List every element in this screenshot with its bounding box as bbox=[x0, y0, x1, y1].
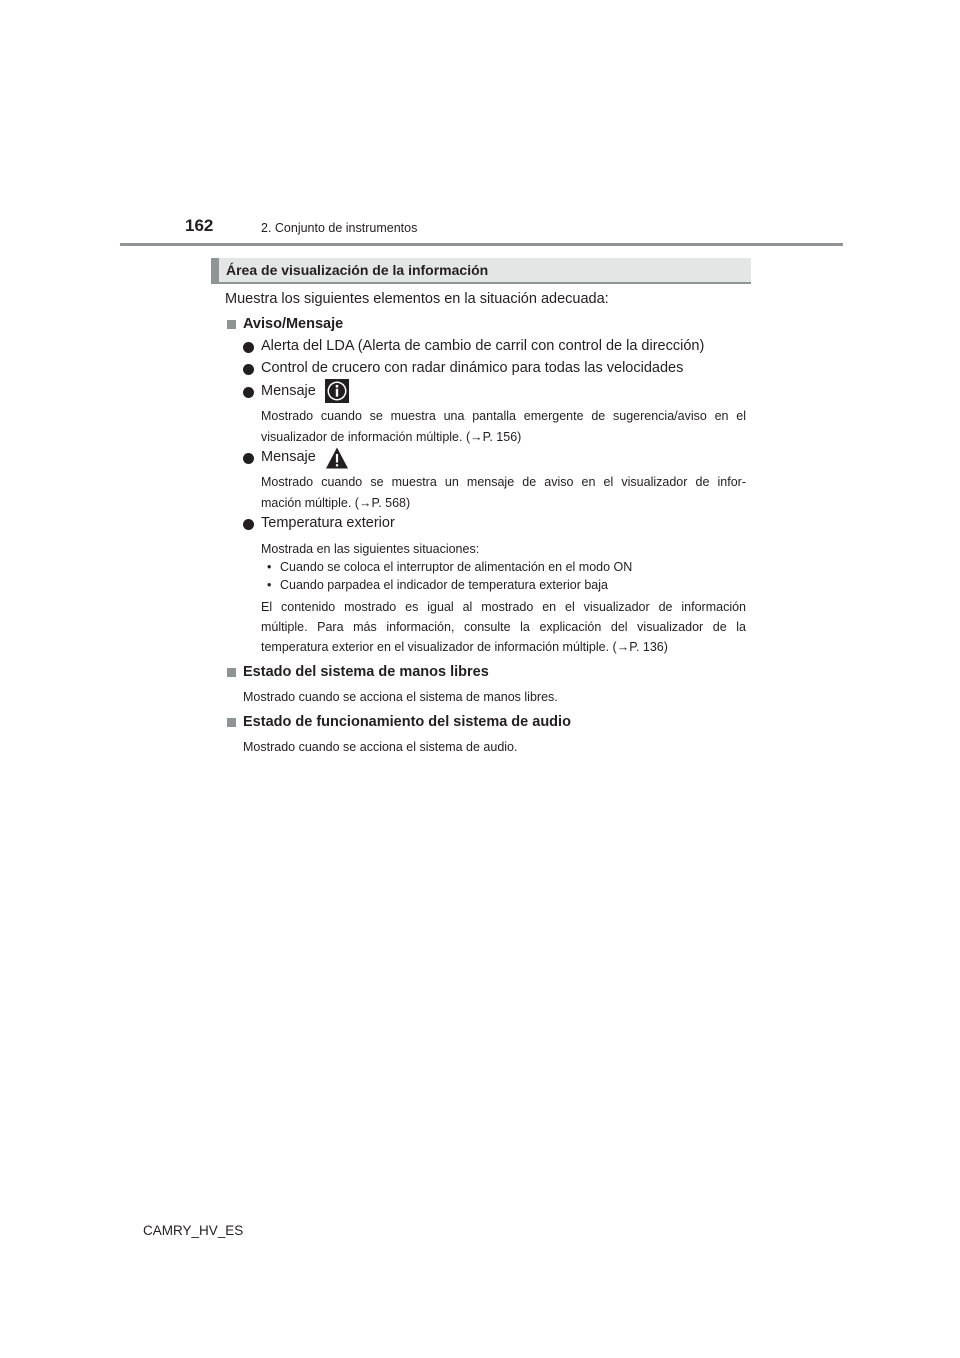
document-code: CAMRY_HV_ES bbox=[143, 1223, 244, 1238]
section-intro: Muestra los siguientes elementos en la situación adecuada: bbox=[225, 291, 609, 307]
section-title-bar bbox=[211, 258, 751, 284]
item-mensaje-info-desc-line2: visualizador de información múltiple. (→P. 156) bbox=[261, 430, 522, 444]
chapter-title: 2. Conjunto de instrumentos bbox=[261, 221, 418, 235]
round-bullet-icon bbox=[243, 364, 254, 375]
item-mensaje-info: Mensaje bbox=[261, 383, 316, 399]
section-bar-accent bbox=[211, 258, 219, 284]
group-audio-desc: Mostrado cuando se acciona el sistema de audio. bbox=[243, 740, 518, 754]
item-temperatura-desc-line2: múltiple. Para más información, consulte la explicación del visualizador de la bbox=[261, 620, 746, 634]
group-heading-aviso: Aviso/Mensaje bbox=[243, 316, 344, 332]
section-title: Área de visualización de la información bbox=[226, 262, 489, 278]
round-bullet-icon bbox=[243, 387, 254, 398]
square-bullet-icon bbox=[227, 718, 236, 727]
header-rule bbox=[120, 243, 843, 246]
item-temperatura-bullet-2: Cuando parpadea el indicador de temperatura exterior baja bbox=[280, 578, 608, 592]
list-bullet: • bbox=[267, 560, 272, 574]
list-bullet: • bbox=[267, 578, 272, 592]
group-heading-audio: Estado de funcionamiento del sistema de audio bbox=[243, 714, 571, 730]
group-heading-manos-libres: Estado del sistema de manos libres bbox=[243, 664, 489, 680]
item-temperatura-desc-line3: temperatura exterior en el visualizador de información múltiple. (→P. 136) bbox=[261, 640, 668, 654]
item-mensaje-info-desc-line1: Mostrado cuando se muestra una pantalla emergente de sugerencia/aviso en el bbox=[261, 409, 746, 423]
item-temperatura-desc-line1: El contenido mostrado es igual al mostrado en el visualizador de información bbox=[261, 600, 746, 614]
item-mensaje-warning: Mensaje bbox=[261, 449, 316, 465]
round-bullet-icon bbox=[243, 453, 254, 464]
item-temperatura: Temperatura exterior bbox=[261, 515, 395, 531]
warning-icon bbox=[325, 446, 349, 470]
item-mensaje-warning-desc-line1: Mostrado cuando se muestra un mensaje de aviso en el visualizador de infor- bbox=[261, 475, 746, 489]
info-icon bbox=[325, 379, 349, 403]
item-mensaje-warning-desc-line2: mación múltiple. (→P. 568) bbox=[261, 496, 411, 510]
square-bullet-icon bbox=[227, 320, 236, 329]
page-number: 162 bbox=[185, 216, 214, 235]
item-crucero: Control de crucero con radar dinámico para todas las velocidades bbox=[261, 360, 684, 376]
square-bullet-icon bbox=[227, 668, 236, 677]
round-bullet-icon bbox=[243, 519, 254, 530]
group-manos-libres-desc: Mostrado cuando se acciona el sistema de manos libres. bbox=[243, 690, 558, 704]
round-bullet-icon bbox=[243, 342, 254, 353]
item-temperatura-bullet-1: Cuando se coloca el interruptor de alimentación en el modo ON bbox=[280, 560, 633, 574]
item-lda: Alerta del LDA (Alerta de cambio de carril con control de la dirección) bbox=[261, 338, 705, 354]
item-temperatura-desc-intro: Mostrada en las siguientes situaciones: bbox=[261, 542, 480, 556]
